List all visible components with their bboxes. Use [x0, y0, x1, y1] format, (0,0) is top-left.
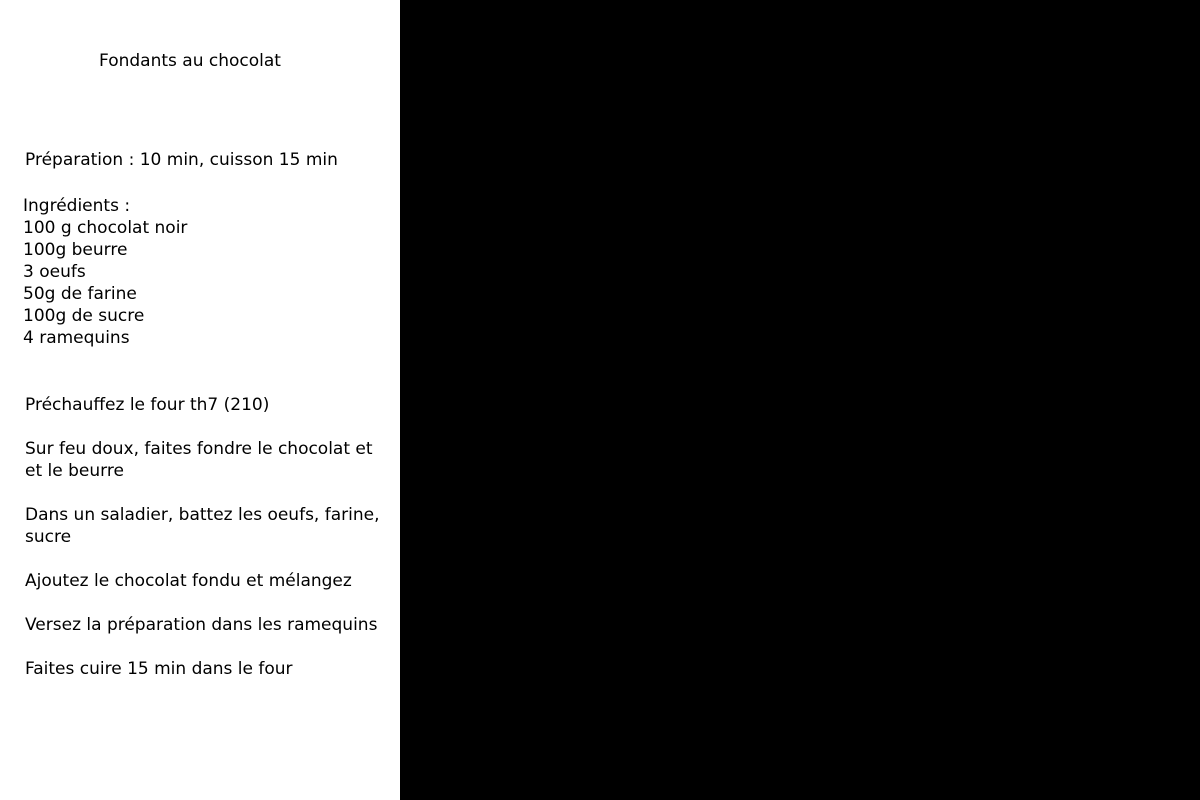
recipe-steps — [25, 394, 395, 702]
recipe-panel — [0, 0, 400, 800]
recipe-step: Sur feu doux, faites fondre le chocolat et et le beurre — [25, 439, 373, 481]
recipe-title: Fondants au chocolat — [99, 51, 281, 71]
preparation-time: Préparation : 10 min, cuisson 15 min — [25, 150, 338, 170]
recipe-step: Préchauffez le four th7 (210) — [25, 395, 270, 415]
recipe-step: Ajoutez le chocolat fondu et mélangez — [25, 571, 352, 591]
ingredient-item: 50g de farine — [23, 284, 137, 304]
ingredient-item: 3 oeufs — [23, 262, 86, 282]
ingredient-item: 100 g chocolat noir — [23, 218, 188, 238]
recipe-step: Dans un saladier, battez les oeufs, farine, sucre — [25, 505, 380, 547]
ingredients-list — [23, 195, 187, 349]
ingredient-item: 4 ramequins — [23, 328, 130, 348]
ingredients-heading: Ingrédients : — [23, 196, 131, 216]
recipe-step: Versez la préparation dans les ramequins — [25, 615, 378, 635]
empty-dark-area — [400, 0, 1200, 800]
ingredient-item: 100g de sucre — [23, 306, 145, 326]
recipe-step: Faites cuire 15 min dans le four — [25, 659, 293, 679]
ingredient-item: 100g beurre — [23, 240, 128, 260]
